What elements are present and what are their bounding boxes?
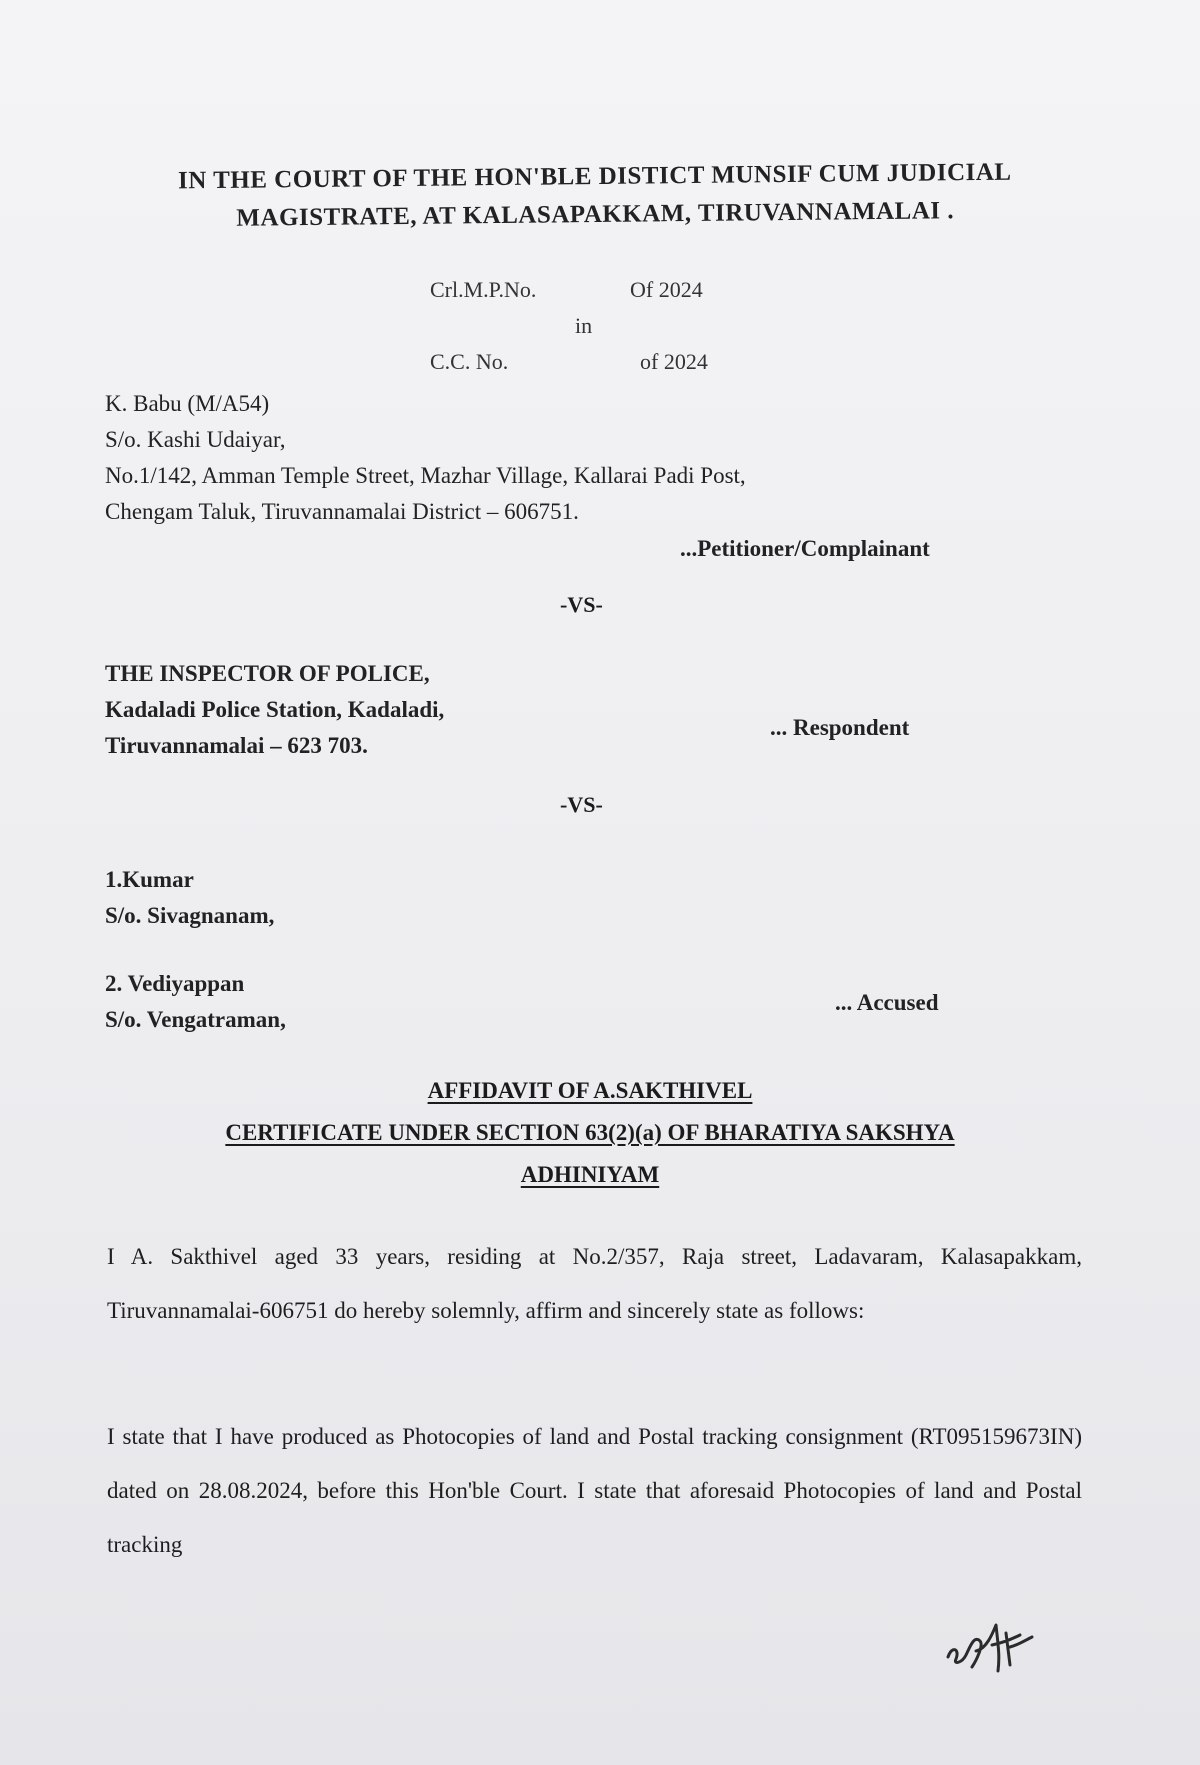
court-title-line-1: IN THE COURT OF THE HON'BLE DISTICT MUNSIF CUM JUDICIAL	[177, 158, 1012, 195]
versus-2: -VS-	[560, 792, 603, 817]
court-title-line-2: MAGISTRATE, AT KALASAPAKKAM, TIRUVANNAMALAI .	[236, 197, 955, 232]
accused-1-name: 1.Kumar	[105, 867, 194, 892]
signature-mark	[940, 1605, 1050, 1685]
affidavit-heading	[110, 1070, 1070, 1196]
heading-line-2: CERTIFICATE UNDER SECTION 63(2)(a) OF BHARATIYA SAKSHYA	[225, 1120, 955, 1145]
accused-role: ... Accused	[835, 990, 939, 1015]
petitioner-district: Chengam Taluk, Tiruvannamalai District – 606751.	[105, 499, 579, 524]
petitioner-address	[105, 386, 746, 530]
petitioner-street: No.1/142, Amman Temple Street, Mazhar Village, Kallarai Padi Post,	[105, 463, 746, 488]
heading-line-1: AFFIDAVIT OF A.SAKTHIVEL	[427, 1078, 753, 1103]
respondent-role: ... Respondent	[770, 715, 910, 740]
respondent-city: Tiruvannamalai – 623 703.	[105, 733, 368, 758]
body-paragraph-2: I state that I have produced as Photocopies of land and Postal tracking consignment (RT095159673IN) dated on 28.08.2024, before this Hon'ble Court. I state that aforesaid Photocopies of land and Postal tracking	[107, 1424, 1082, 1557]
accused-2-father: S/o. Vengatraman,	[105, 1007, 286, 1032]
crl-mp-value: Of 2024	[630, 277, 703, 302]
respondent-title: THE INSPECTOR OF POLICE,	[105, 661, 430, 686]
versus-1: -VS-	[560, 592, 603, 617]
accused-2	[105, 966, 286, 1038]
petitioner-name: K. Babu (M/A54)	[105, 391, 270, 416]
petitioner-role: ...Petitioner/Complainant	[680, 536, 930, 561]
respondent-address	[105, 656, 444, 764]
cc-no-value: of 2024	[640, 349, 708, 374]
body-paragraph-1: I A. Sakthivel aged 33 years, residing at No.2/357, Raja street, Ladavaram, Kalasapakkam, Tiruvannamalai-606751 do hereby solemnly, affirm and sincerely state as follows:	[107, 1244, 1082, 1323]
respondent-station: Kadaladi Police Station, Kadaladi,	[105, 697, 445, 722]
accused-2-name: 2. Vediyappan	[105, 971, 245, 996]
court-title	[90, 153, 1101, 240]
cc-no-label: C.C. No.	[430, 349, 509, 374]
heading-line-3: ADHINIYAM	[520, 1162, 660, 1187]
petitioner-father: S/o. Kashi Udaiyar,	[105, 427, 286, 452]
accused-1	[105, 862, 274, 934]
accused-1-father: S/o. Sivagnanam,	[105, 903, 275, 928]
case-in-text: in	[575, 313, 593, 338]
crl-mp-label: Crl.M.P.No.	[430, 277, 537, 302]
